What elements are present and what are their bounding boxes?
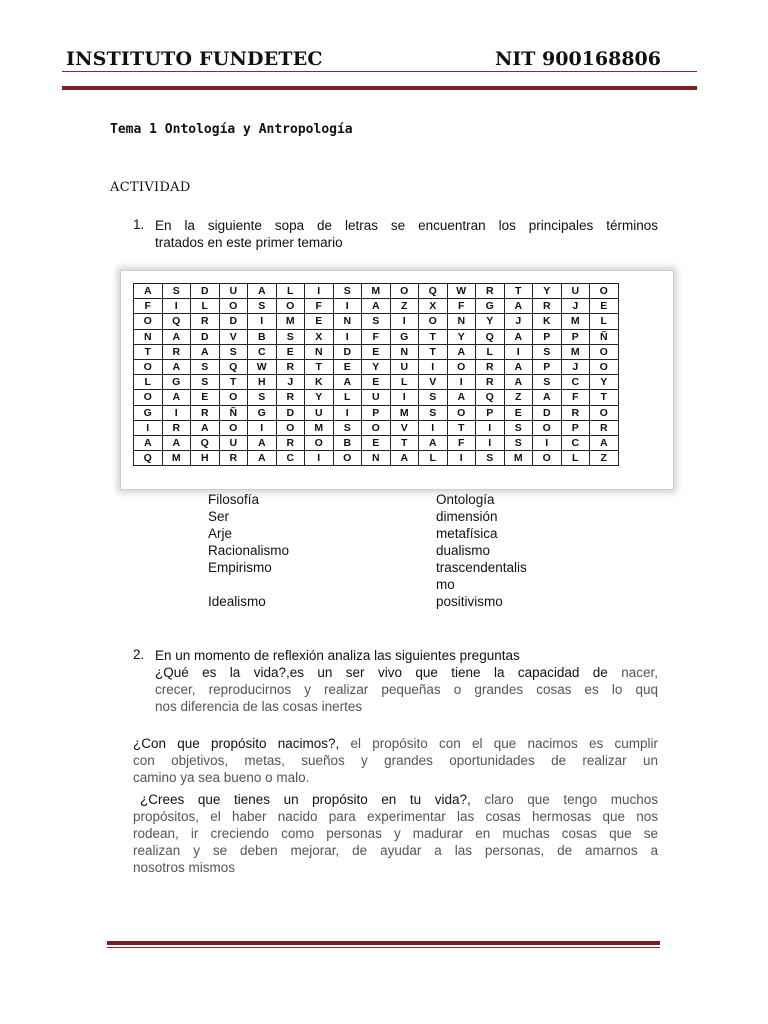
grid-cell: W <box>447 284 476 299</box>
question-1-text <box>155 217 658 251</box>
grid-cell: I <box>390 390 419 405</box>
word-list-item: Empirismo <box>208 560 272 575</box>
question-b-answer-3: camino ya sea bueno o malo. <box>133 770 310 785</box>
grid-cell: T <box>305 359 334 374</box>
grid-cell: T <box>504 284 533 299</box>
grid-cell: R <box>276 390 305 405</box>
grid-cell: F <box>362 329 391 344</box>
grid-cell: I <box>476 435 505 450</box>
grid-cell: I <box>504 344 533 359</box>
grid-cell: P <box>476 405 505 420</box>
grid-cell: T <box>134 344 163 359</box>
grid-cell: S <box>276 329 305 344</box>
grid-cell: O <box>276 299 305 314</box>
word-list-item: mo <box>436 577 455 592</box>
grid-cell: T <box>219 375 248 390</box>
grid-cell: X <box>305 329 334 344</box>
grid-cell: R <box>276 359 305 374</box>
grid-cell: A <box>447 390 476 405</box>
grid-cell: I <box>419 420 448 435</box>
grid-cell: A <box>162 359 191 374</box>
grid-cell: I <box>390 314 419 329</box>
question-a-text: ¿Qué es la vida?,es un ser vivo que tiene la capacidad de <box>155 665 608 680</box>
grid-cell: B <box>333 435 362 450</box>
grid-cell: O <box>219 420 248 435</box>
grid-cell: A <box>419 435 448 450</box>
question-c-text: ¿Crees que tienes un propósito en tu vida?, <box>140 792 471 807</box>
header-rule-thin <box>62 71 697 72</box>
question-c-answer-1: claro que tengo muchos <box>484 792 658 807</box>
grid-cell: R <box>476 375 505 390</box>
grid-cell: R <box>162 344 191 359</box>
grid-cell: R <box>590 420 619 435</box>
grid-cell: S <box>533 344 562 359</box>
question-1-number: 1. <box>133 217 145 232</box>
grid-cell: I <box>305 451 334 466</box>
grid-cell: Ñ <box>219 405 248 420</box>
grid-cell: Z <box>590 451 619 466</box>
grid-cell: G <box>476 299 505 314</box>
grid-cell: U <box>362 390 391 405</box>
grid-cell: L <box>419 451 448 466</box>
grid-cell: A <box>390 451 419 466</box>
grid-row <box>134 420 619 435</box>
grid-cell: B <box>248 329 277 344</box>
grid-cell: T <box>419 344 448 359</box>
question-c-answer-5: nosotros mismos <box>133 860 236 875</box>
grid-cell: L <box>390 375 419 390</box>
question-a-answer-1: nacer, <box>621 665 658 680</box>
grid-cell: M <box>276 314 305 329</box>
grid-cell: R <box>191 405 220 420</box>
grid-cell: L <box>276 284 305 299</box>
grid-cell: M <box>561 314 590 329</box>
word-list-right <box>436 491 636 610</box>
grid-cell: Ñ <box>590 329 619 344</box>
grid-cell: S <box>504 420 533 435</box>
grid-cell: K <box>305 375 334 390</box>
grid-cell: A <box>504 329 533 344</box>
grid-cell: P <box>533 329 562 344</box>
grid-cell: F <box>305 299 334 314</box>
grid-cell: R <box>476 359 505 374</box>
grid-cell: K <box>533 314 562 329</box>
grid-cell: E <box>362 344 391 359</box>
grid-cell: S <box>419 405 448 420</box>
grid-row <box>134 405 619 420</box>
grid-cell: L <box>191 299 220 314</box>
grid-cell: Q <box>191 435 220 450</box>
grid-cell: C <box>561 435 590 450</box>
grid-cell: R <box>219 451 248 466</box>
grid-cell: V <box>390 420 419 435</box>
grid-cell: G <box>162 375 191 390</box>
grid-cell: I <box>333 299 362 314</box>
grid-cell: I <box>476 420 505 435</box>
grid-cell: X <box>419 299 448 314</box>
grid-cell: F <box>447 299 476 314</box>
grid-row <box>134 314 619 329</box>
header-rule-thick <box>62 86 697 90</box>
grid-cell: I <box>162 299 191 314</box>
grid-cell: J <box>276 375 305 390</box>
grid-cell: D <box>533 405 562 420</box>
grid-cell: O <box>134 314 163 329</box>
grid-cell: E <box>362 435 391 450</box>
grid-cell: O <box>134 390 163 405</box>
grid-cell: O <box>447 359 476 374</box>
grid-cell: D <box>191 284 220 299</box>
grid-cell: F <box>561 390 590 405</box>
grid-cell: S <box>248 299 277 314</box>
grid-cell: I <box>419 359 448 374</box>
grid-cell: J <box>561 299 590 314</box>
grid-cell: Q <box>419 284 448 299</box>
grid-cell: Q <box>134 451 163 466</box>
question-c-answer-2: propósitos, el haber nacido para experimentar las cosas hermosas que nos <box>133 809 658 824</box>
grid-cell: N <box>333 314 362 329</box>
word-list-item: Idealismo <box>208 594 266 609</box>
word-list-item: dimensión <box>436 509 498 524</box>
question-b-text: ¿Con que propósito nacimos?, <box>133 736 340 751</box>
grid-cell: M <box>561 344 590 359</box>
grid-cell: Y <box>476 314 505 329</box>
grid-cell: O <box>590 344 619 359</box>
grid-cell: S <box>219 344 248 359</box>
grid-cell: U <box>219 435 248 450</box>
grid-cell: Z <box>390 299 419 314</box>
grid-cell: C <box>276 451 305 466</box>
grid-cell: R <box>561 405 590 420</box>
grid-cell: A <box>191 420 220 435</box>
word-search-grid <box>133 283 619 466</box>
grid-cell: E <box>362 375 391 390</box>
grid-cell: O <box>362 420 391 435</box>
grid-cell: N <box>362 451 391 466</box>
grid-cell: D <box>191 329 220 344</box>
grid-cell: O <box>533 420 562 435</box>
grid-cell: A <box>248 451 277 466</box>
grid-cell: O <box>590 405 619 420</box>
grid-cell: A <box>248 435 277 450</box>
grid-cell: U <box>305 405 334 420</box>
grid-cell: Q <box>476 390 505 405</box>
grid-cell: M <box>305 420 334 435</box>
grid-cell: E <box>590 299 619 314</box>
grid-cell: S <box>333 420 362 435</box>
grid-cell: J <box>504 314 533 329</box>
grid-cell: I <box>447 375 476 390</box>
grid-cell: A <box>162 329 191 344</box>
grid-cell: A <box>134 435 163 450</box>
grid-cell: D <box>219 314 248 329</box>
grid-cell: Y <box>305 390 334 405</box>
grid-cell: Y <box>447 329 476 344</box>
grid-cell: O <box>419 314 448 329</box>
grid-cell: O <box>219 299 248 314</box>
question-c-answer-4: realizan y se deben mejorar, de ayudar a las personas, de amarnos a <box>133 843 658 858</box>
grid-row <box>134 344 619 359</box>
grid-cell: T <box>419 329 448 344</box>
grid-cell: U <box>561 284 590 299</box>
question-a-block <box>155 664 658 715</box>
grid-cell: L <box>134 375 163 390</box>
footer-rule-thick <box>107 941 660 945</box>
word-list-item: Racionalismo <box>208 543 290 558</box>
question-a-answer-2: crecer, reproducirnos y realizar pequeñas o grandes cosas es lo quq <box>155 682 658 697</box>
word-list-item: positivismo <box>436 594 503 609</box>
grid-cell: A <box>333 375 362 390</box>
grid-cell: S <box>504 435 533 450</box>
grid-cell: M <box>162 451 191 466</box>
grid-cell: A <box>191 344 220 359</box>
grid-cell: O <box>276 420 305 435</box>
word-list-item: Ontología <box>436 492 495 507</box>
grid-cell: M <box>362 284 391 299</box>
question-b-answer-2: con objetivos, metas, sueños y grandes oportunidades de realizar un <box>133 753 658 768</box>
grid-cell: D <box>333 344 362 359</box>
grid-cell: L <box>561 451 590 466</box>
grid-cell: E <box>333 359 362 374</box>
question-1-line-2: tratados en este primer temario <box>155 235 343 250</box>
grid-cell: R <box>191 314 220 329</box>
grid-cell: C <box>561 375 590 390</box>
grid-cell: R <box>533 299 562 314</box>
grid-cell: L <box>590 314 619 329</box>
grid-cell: A <box>504 359 533 374</box>
grid-cell: I <box>248 314 277 329</box>
grid-row <box>134 375 619 390</box>
grid-cell: A <box>447 344 476 359</box>
institution-name: INSTITUTO FUNDETEC <box>66 48 323 70</box>
grid-cell: S <box>476 451 505 466</box>
grid-row <box>134 329 619 344</box>
grid-cell: S <box>362 314 391 329</box>
grid-cell: I <box>447 451 476 466</box>
grid-cell: O <box>333 451 362 466</box>
grid-row <box>134 390 619 405</box>
word-search-frame <box>120 270 674 490</box>
grid-cell: O <box>219 390 248 405</box>
grid-cell: O <box>134 359 163 374</box>
word-list-item: Filosofía <box>208 492 260 507</box>
grid-cell: S <box>162 284 191 299</box>
grid-cell: V <box>219 329 248 344</box>
grid-cell: S <box>333 284 362 299</box>
grid-cell: D <box>276 405 305 420</box>
activity-label: ACTIVIDAD <box>110 180 191 195</box>
word-list-item: Ser <box>208 509 230 524</box>
grid-row <box>134 284 619 299</box>
grid-row <box>134 359 619 374</box>
grid-cell: I <box>333 329 362 344</box>
grid-cell: P <box>561 420 590 435</box>
grid-cell: S <box>191 375 220 390</box>
word-list-item: trascendentalis <box>436 560 527 575</box>
word-list-item: Arje <box>208 526 233 541</box>
grid-row <box>134 299 619 314</box>
grid-cell: Y <box>362 359 391 374</box>
grid-cell: P <box>533 359 562 374</box>
grid-cell: E <box>276 344 305 359</box>
question-b-answer-1: el propósito con el que nacimos es cumplir <box>350 736 658 751</box>
grid-cell: Q <box>162 314 191 329</box>
grid-cell: N <box>134 329 163 344</box>
grid-cell: V <box>419 375 448 390</box>
grid-cell: E <box>305 314 334 329</box>
grid-cell: R <box>276 435 305 450</box>
grid-cell: A <box>533 390 562 405</box>
grid-cell: J <box>561 359 590 374</box>
grid-cell: M <box>504 451 533 466</box>
grid-cell: G <box>248 405 277 420</box>
grid-cell: C <box>248 344 277 359</box>
grid-cell: O <box>590 284 619 299</box>
grid-cell: R <box>476 284 505 299</box>
question-1-line-1: En la siguiente sopa de letras se encuentran los principales términos <box>155 218 658 233</box>
grid-cell: Y <box>590 375 619 390</box>
grid-cell: A <box>504 375 533 390</box>
grid-cell: L <box>476 344 505 359</box>
grid-cell: Z <box>504 390 533 405</box>
grid-cell: A <box>134 284 163 299</box>
footer-rule-thin <box>107 947 660 948</box>
grid-cell: O <box>390 284 419 299</box>
word-list-item: dualismo <box>436 543 491 558</box>
nit-number: NIT 900168806 <box>495 48 661 70</box>
grid-cell: M <box>390 405 419 420</box>
grid-cell: I <box>305 284 334 299</box>
grid-cell: O <box>590 359 619 374</box>
question-b-block <box>133 735 658 786</box>
word-list-item: metafísica <box>436 526 498 541</box>
grid-cell: I <box>333 405 362 420</box>
question-2-number: 2. <box>133 647 145 662</box>
grid-cell: I <box>533 435 562 450</box>
grid-cell: S <box>533 375 562 390</box>
grid-cell: O <box>447 405 476 420</box>
grid-cell: A <box>248 284 277 299</box>
grid-cell: S <box>191 359 220 374</box>
grid-cell: A <box>162 435 191 450</box>
grid-cell: Q <box>219 359 248 374</box>
grid-cell: P <box>561 329 590 344</box>
grid-cell: A <box>362 299 391 314</box>
grid-cell: A <box>504 299 533 314</box>
grid-cell: T <box>447 420 476 435</box>
grid-cell: S <box>419 390 448 405</box>
grid-row <box>134 435 619 450</box>
question-c-answer-3: rodean, ir creciendo como personas y madurar en muchas cosas que se <box>133 826 658 841</box>
topic-title: Tema 1 Ontología y Antropología <box>110 122 353 137</box>
word-list-item <box>208 576 408 593</box>
grid-cell: L <box>333 390 362 405</box>
grid-cell: A <box>590 435 619 450</box>
grid-cell: Q <box>476 329 505 344</box>
grid-cell: I <box>248 420 277 435</box>
word-list-left <box>208 491 408 610</box>
grid-cell: Y <box>533 284 562 299</box>
grid-cell: H <box>248 375 277 390</box>
grid-cell: T <box>590 390 619 405</box>
grid-cell: E <box>191 390 220 405</box>
grid-cell: H <box>191 451 220 466</box>
grid-cell: I <box>162 405 191 420</box>
grid-cell: I <box>134 420 163 435</box>
grid-cell: O <box>305 435 334 450</box>
grid-row <box>134 451 619 466</box>
grid-cell: U <box>390 359 419 374</box>
grid-cell: E <box>504 405 533 420</box>
grid-cell: F <box>134 299 163 314</box>
grid-cell: F <box>447 435 476 450</box>
question-a-answer-3: nos diferencia de las cosas inertes <box>155 699 363 714</box>
grid-cell: A <box>162 390 191 405</box>
grid-cell: G <box>134 405 163 420</box>
grid-cell: T <box>390 435 419 450</box>
grid-cell: R <box>162 420 191 435</box>
grid-cell: N <box>447 314 476 329</box>
grid-cell: G <box>390 329 419 344</box>
grid-cell: O <box>533 451 562 466</box>
grid-cell: W <box>248 359 277 374</box>
grid-cell: N <box>390 344 419 359</box>
grid-cell: U <box>219 284 248 299</box>
grid-cell: N <box>305 344 334 359</box>
question-2-intro: En un momento de reflexión analiza las siguientes preguntas <box>155 648 520 663</box>
grid-cell: P <box>362 405 391 420</box>
grid-cell: S <box>248 390 277 405</box>
question-c-block <box>133 791 658 876</box>
